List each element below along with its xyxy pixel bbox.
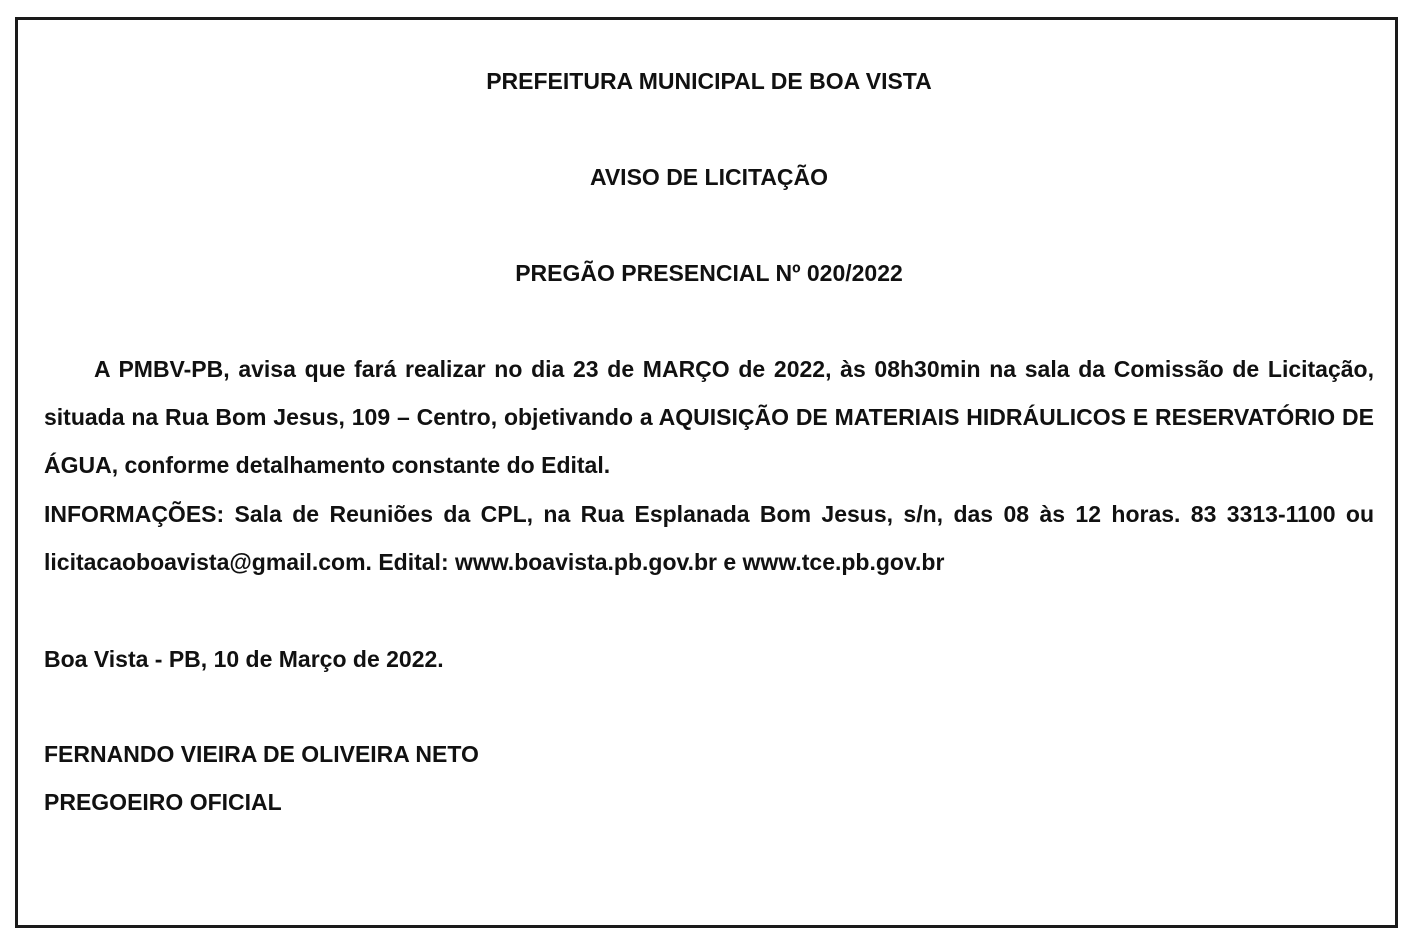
process-number: PREGÃO PRESENCIAL Nº 020/2022 — [515, 260, 903, 286]
place-date: Boa Vista - PB, 10 de Março de 2022. — [44, 646, 444, 672]
organization-title: PREFEITURA MUNICIPAL DE BOA VISTA — [486, 68, 932, 94]
notice-title: AVISO DE LICITAÇÃO — [589, 164, 829, 190]
notice-body-paragraph: A PMBV-PB, avisa que fará realizar no dia 23 de MARÇO de 2022, às 08h30min na sala da Comissão de Licitação, situada na Rua Bom Jesus, 109 – Centro, objetivando a AQUISIÇÃO DE MATERIAIS HIDRÁULICOS E RESERVATÓRIO DE ÁGUA, conforme detalhamento constante do Edital. — [44, 356, 1374, 478]
signer-role: PREGOEIRO OFICIAL — [44, 789, 282, 815]
signer-name: FERNANDO VIEIRA DE OLIVEIRA NETO — [44, 741, 479, 767]
information-paragraph: INFORMAÇÕES: Sala de Reuniões da CPL, na Rua Esplanada Bom Jesus, s/n, das 08 às 12 horas. 83 3313-1100 ou licitacaoboavista@gmail.com. Edital: www.boavista.pb.gov.br e www.tce.pb.gov.br — [44, 501, 1374, 575]
